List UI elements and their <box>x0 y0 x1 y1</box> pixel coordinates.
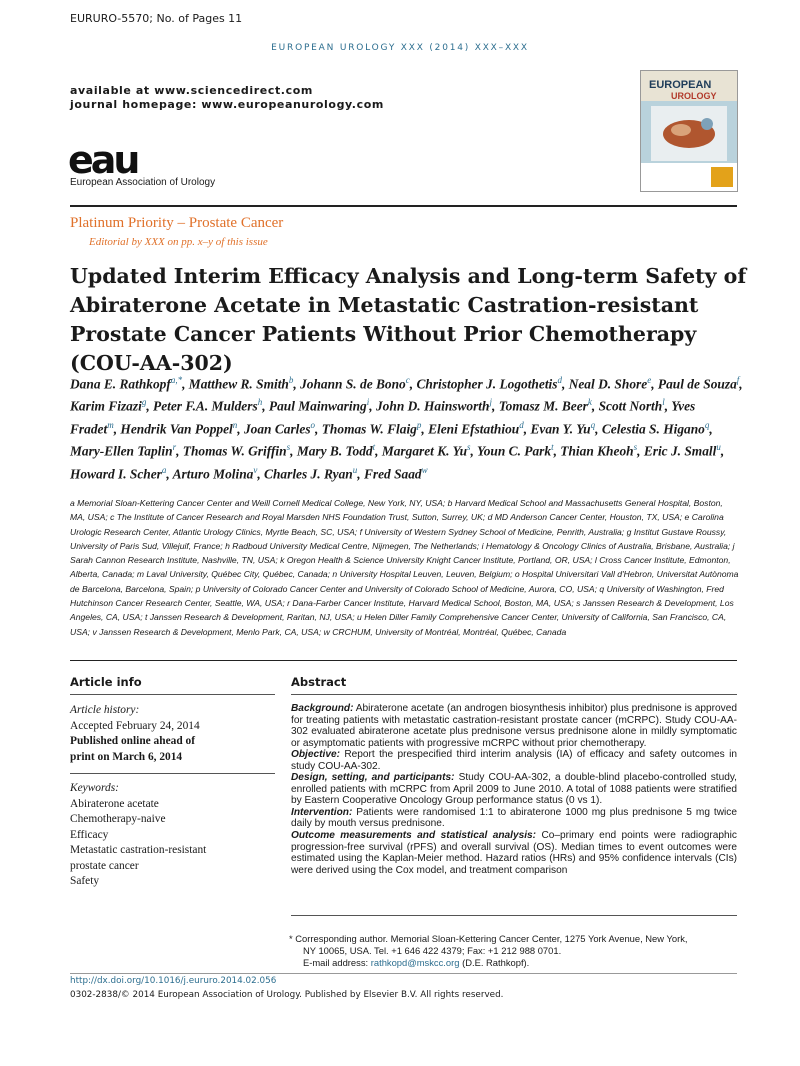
author-name: John D. Hainsworth <box>375 398 490 414</box>
keyword-item: Safety <box>70 875 100 887</box>
journal-homepage-link[interactable]: journal homepage: www.europeanurology.com <box>70 98 384 111</box>
author-affiliation-mark[interactable]: v <box>253 464 258 475</box>
author-affiliation-mark[interactable]: d <box>519 419 524 430</box>
keyword-item: Metastatic castration-resistant <box>70 844 207 856</box>
author-name: Fred Saad <box>363 466 422 482</box>
keyword-item: Efficacy <box>70 828 109 841</box>
email-label: E-mail address: <box>303 957 369 968</box>
author-name: Karim Fizazi <box>70 398 142 414</box>
author-name: Thian Kheoh <box>560 443 634 459</box>
author-affiliation-mark[interactable]: s <box>633 442 638 453</box>
author-name: Dana E. Rathkopf <box>70 376 171 392</box>
author-name: Tomasz M. Beer <box>498 398 588 414</box>
author-name: Eleni Efstathiou <box>428 421 520 437</box>
author-affiliation-mark[interactable]: e <box>647 375 652 385</box>
history-label: Article history: <box>70 704 140 716</box>
abstract-label: Outcome measurements and statistical analysis: <box>291 830 537 842</box>
author-affiliation-mark[interactable]: q <box>590 419 596 430</box>
author-affiliation-mark[interactable]: l <box>662 397 665 408</box>
author-affiliation-mark[interactable]: o <box>310 419 316 430</box>
author-name: Yves Fradet <box>70 398 696 437</box>
abstract-bottom-rule <box>291 915 737 916</box>
cover-illustration <box>651 106 727 161</box>
abstract-objective <box>291 749 737 772</box>
author-affiliation-mark[interactable]: u <box>716 442 721 453</box>
journal-running-header: EUROPEAN UROLOGY XXX (2014) XXX–XXX <box>271 43 529 53</box>
keywords-block <box>70 781 280 890</box>
cover-badge <box>711 167 733 187</box>
author-affiliation-mark[interactable]: j <box>489 397 492 408</box>
author-name: Peter F.A. Mulders <box>153 398 258 414</box>
published-line2: print on March 6, 2014 <box>70 750 183 763</box>
article-title: Updated Interim Efficacy Analysis and Long-term Safety of Abiraterone Acetate in Metastatic Castration-resistant Prostate Cancer Patients Without Prior Chemotherapy (COU-AA-302) <box>70 264 747 375</box>
author-list: Dana E. Rathkopf$^{a,*}$, Matthew R. Smith$^b$, Johann S. de Bono$^c$, Christopher J. Logothetis$^d$, Neal D. Shore$^e$, Paul de Souza$^f$, Karim Fizazi$^g$, Peter F.A. Mulders$^h$, Paul Mainwaring$^i$, John D. Hainsworth$^j$, Tomasz M. Beer$^k$, Scott North$^l$, Yves Fradet$^m$, Hendrik Van Poppel$^n$, Joan Carles$^o$, Thomas W. Flaig$^p$, Eleni Efstathiou$^d$, Evan Y. Yu$^q$, Celestia S. Higano$^q$, Mary-Ellen Taplin$^r$, Thomas W. Griffin$^s$, Mary B. Todd$^t$, Margaret K. Yu$^s$, Youn C. Park$^t$, Thian Kheoh$^s$, Eric J. Small$^u$, Howard I. Scher$^a$, Arturo Molina$^v$, Charles J. Ryan$^u$, Fred Saad$^w$ <box>70 375 743 482</box>
author-name: Hendrik Van Poppel <box>120 421 233 437</box>
author-affiliation-mark[interactable]: p <box>416 419 422 430</box>
abstract-text: Report the prespecified third interim analysis (IA) of efficacy and safety outcomes in study COU-AA-302. <box>291 749 737 772</box>
author-affiliation-mark[interactable]: n <box>232 419 238 430</box>
abstract-text: Abiraterone acetate (an androgen biosynthesis inhibitor) plus prednisone is approved for treating patients with metastatic castration-resistant prostate cancer (mCRPC). Study COU-AA-302 evaluated abiraterone acetate plus prednisone versus prednisone alone in mildly symptomatic or asymptomatic patients with progressive mCRPC without prior chemotherapy. <box>291 703 737 749</box>
availability-block <box>70 84 384 112</box>
author-name: Christopher J. Logothetis <box>416 376 558 392</box>
sciencedirect-link[interactable]: available at www.sciencedirect.com <box>70 84 313 97</box>
abstract-text: Patients were randomised 1:1 to abiraterone 1000 mg plus prednisone 5 mg twice daily by mouth versus prednisone. <box>291 806 737 830</box>
email-suffix: (D.E. Rathkopf). <box>462 957 530 968</box>
abstract-outcomes <box>291 830 737 876</box>
society-name: European Association of Urology <box>70 177 216 188</box>
cover-title-line1: EUROPEAN <box>649 79 712 91</box>
keyword-item: Chemotherapy-naive <box>70 813 166 825</box>
author-name: Joan Carles <box>243 421 311 437</box>
abstract-background <box>291 703 737 749</box>
abstract-label: Background: <box>291 703 354 714</box>
author-name: Mary-Ellen Taplin <box>70 443 173 459</box>
accepted-date: Accepted February 24, 2014 <box>70 719 200 732</box>
author-name: Scott North <box>598 398 663 414</box>
abstract-design <box>291 772 737 807</box>
footnote-email-line <box>289 957 737 969</box>
keyword-item: Abiraterone acetate <box>70 797 159 810</box>
keywords-label: Keywords: <box>70 782 119 794</box>
author-name: Charles J. Ryan <box>264 466 353 482</box>
author-affiliation-mark[interactable]: h <box>257 397 263 408</box>
abstract-intervention <box>291 807 737 830</box>
header-rule <box>70 205 737 207</box>
author-name: Johann S. de Bono <box>300 376 406 392</box>
abstract-label: Objective: <box>291 749 340 761</box>
article-history <box>70 703 280 765</box>
article-info-heading: Article info <box>70 675 142 689</box>
author-affiliation-mark[interactable]: q <box>704 419 710 430</box>
published-line1: Published online ahead of <box>70 735 196 747</box>
author-affiliation-mark[interactable]: b <box>288 375 294 385</box>
keyword-item: prostate cancer <box>70 859 139 872</box>
author-name: Howard I. Scher <box>70 466 162 482</box>
author-affiliation-mark[interactable]: r <box>172 442 177 453</box>
author-affiliation-mark[interactable]: d <box>557 375 562 385</box>
editorial-note: Editorial by XXX on pp. x–y of this issue <box>89 236 268 248</box>
author-affiliation-mark[interactable]: i <box>366 397 370 408</box>
author-name: Margaret K. Yu <box>381 443 468 459</box>
author-affiliation-mark[interactable]: f <box>736 375 740 385</box>
author-name: Neal D. Shore <box>568 376 648 392</box>
abstract-label: Design, setting, and participants: <box>291 772 455 784</box>
author-affiliation-mark[interactable]: t <box>551 442 554 453</box>
abstract-rule <box>291 694 737 695</box>
author-affiliation-mark[interactable]: a,* <box>170 375 183 385</box>
email-link[interactable]: rathkopd@mskcc.org <box>370 957 460 968</box>
author-name: Paul de Souza <box>657 376 737 392</box>
author-affiliation-mark[interactable]: s <box>286 442 291 453</box>
abstract-heading: Abstract <box>291 675 347 689</box>
author-name: Thomas W. Griffin <box>182 443 287 459</box>
footnote-line1: * Corresponding author. Memorial Sloan-Kettering Cancer Center, 1275 York Avenue, New York, <box>289 933 688 944</box>
author-affiliation-mark[interactable]: u <box>352 464 358 475</box>
author-name: Arturo Molina <box>172 466 254 482</box>
footer-rule <box>70 973 737 974</box>
author-name: Matthew R. Smith <box>188 376 289 392</box>
copyright-line: 0302-2838/© 2014 European Association of Urology. Published by Elsevier B.V. All rights reserved. <box>70 990 504 1000</box>
abstract-label: Intervention: <box>291 806 353 818</box>
abstract-body <box>291 703 737 876</box>
author-name: Celestia S. Higano <box>601 421 705 437</box>
author-name: Thomas W. Flaig <box>321 421 417 437</box>
affiliations: a Memorial Sloan-Kettering Cancer Center and Weill Cornell Medical College, New York, NY, USA; b Harvard Medical School and Massachusetts General Hospital, Boston, MA, USA; c The Institute of Cancer Research and Royal Marsden NHS Foundation Trust, Sutton, Surrey, UK; d MD Anderson Cancer Center, Houston, TX, USA; e Carolina Urologic Research Center, Atlantic Urology Clinics, Myrtle Beach, SC, USA; f University of Western Sydney School of Medicine, Penrith, Australia; g Institut Gustave Roussy, University of Paris Sud, Villejuif, France; h Radboud University Medical Centre, Nijmegen, The Netherlands; i Hematology & Oncology Clinics of Australia, Brisbane, Australia; j Sarah Cannon Research Institute, Nashville, TN, USA; k Oregon Health & Science University Knight Cancer Institute, Portland, OR, USA; l Cross Cancer Institute, Edmonton, Alberta, Canada; m Laval University, Québec City, Québec, Canada; n University Hospital Leuven, Leuven, Belgium; o Hospital Universitari Vall d'Hebron, Universitat Autònoma de Barcelona, Barcelona, Spain; p University of Colorado Cancer Center and University of Colorado School of Medicine, Aurora, CO, USA; q University of Washington, Fred Hutchinson Cancer Research Center, Seattle, WA, USA; r Dana-Farber Cancer Institute, Harvard Medical School, Boston, MA, USA; s Janssen Research & Development, Los Angeles, CA, USA; t Janssen Research & Development, Raritan, NJ, USA; u Helen Diller Family Comprehensive Cancer Center, University of California, San Francisco, CA, USA; v Janssen Research & Development, Menlo Park, CA, USA; w CRCHUM, University of Montréal, Montréal, Québec, Canada <box>70 498 739 637</box>
author-affiliation-mark[interactable]: g <box>141 397 147 408</box>
author-affiliation-mark[interactable]: m <box>107 419 114 430</box>
article-id: EURURO-5570; No. of Pages 11 <box>70 12 243 25</box>
author-affiliation-mark[interactable]: a <box>161 464 167 475</box>
abstract-text: Co–primary end points were radiographic progression-free survival (rPFS) and overall survival (OS). Median times to event outcomes were estimated using the Kaplan-Meier method. Hazard ratios (HRs) and 95% confidence intervals (CIs) were derived using the Cox model, and treatment comparison <box>291 830 737 876</box>
author-name: Youn C. Park <box>477 443 552 459</box>
article-category: Platinum Priority – Prostate Cancer <box>70 215 284 231</box>
corresponding-author-footnote <box>289 933 737 969</box>
author-affiliation-mark[interactable]: c <box>405 375 410 385</box>
author-affiliation-mark[interactable]: t <box>372 442 376 453</box>
author-name: Evan Y. Yu <box>530 421 591 437</box>
keywords-rule <box>70 773 275 774</box>
author-name: Paul Mainwaring <box>268 398 367 414</box>
author-affiliation-mark[interactable]: k <box>587 397 592 408</box>
footnote-line2: NY 10065, USA. Tel. +1 646 422 4379; Fax: +1 212 988 0701. <box>303 945 562 956</box>
author-name: Eric J. Small <box>643 443 717 459</box>
author-affiliation-mark[interactable]: s <box>467 442 471 453</box>
author-name: Mary B. Todd <box>296 443 373 459</box>
section-rule <box>70 660 737 661</box>
doi-link[interactable]: http://dx.doi.org/10.1016/j.eururo.2014.02.056 <box>70 976 277 986</box>
journal-cover-image <box>640 70 738 192</box>
cover-title-line2: UROLOGY <box>671 91 717 101</box>
article-info-rule <box>70 694 275 695</box>
eau-logo-text: eau <box>68 143 138 182</box>
abstract-text: Study COU-AA-302, a double-blind placebo-controlled study, enrolled patients with mCRPC from April 2009 to June 2010. A total of 1088 patients were stratified by Eastern Cooperative Oncology Group performance status (0 vs 1). <box>291 772 737 807</box>
author-affiliation-mark[interactable]: w <box>421 464 428 475</box>
